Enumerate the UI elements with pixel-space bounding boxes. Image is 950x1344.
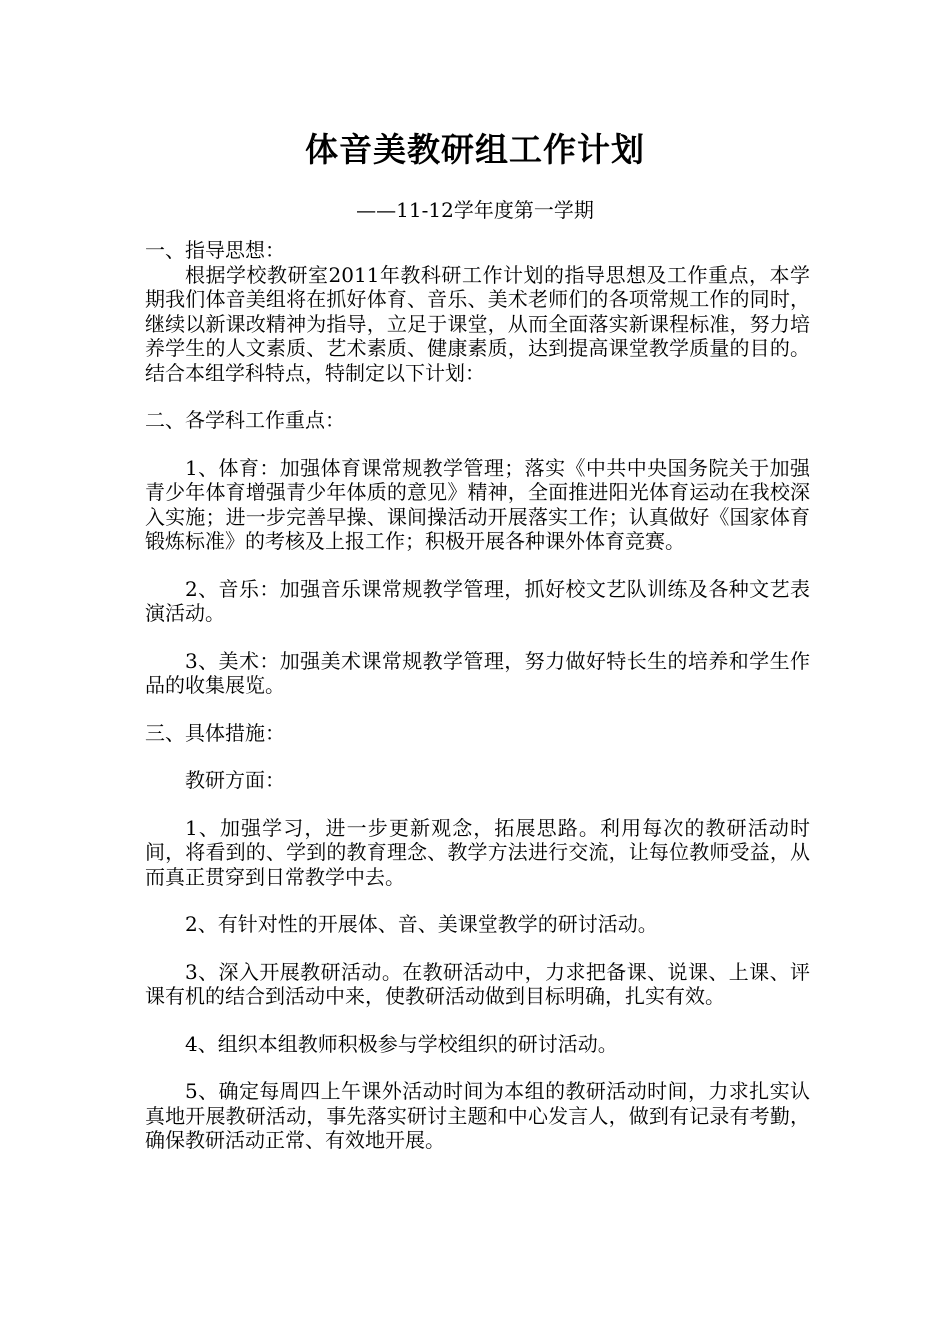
measure-item-3: 3、深入开展教研活动。在教研活动中，力求把备课、说课、上课、评课有机的结合到活动中来，使教研活动做到目标明确，扎实有效。 xyxy=(145,959,810,1008)
paragraph-music: 2、音乐：加强音乐课常规教学管理，抓好校文艺队训练及各种文艺表演活动。 xyxy=(145,576,810,625)
section-heading-subject-focus: 二、各学科工作重点： xyxy=(145,408,345,432)
measure-item-2: 2、有针对性的开展体、音、美课堂教学的研讨活动。 xyxy=(185,912,658,936)
document-subtitle: ——11-12学年度第一学期 xyxy=(356,198,594,222)
document-body xyxy=(145,238,810,1153)
paragraph-pe: 1、体育：加强体育课常规教学管理；落实《中共中央国务院关于加强青少年体育增强青少年体质的意见》精神，全面推进阳光体育运动在我校深入实施；进一步完善早操、课间操活动开展落实工作；认真做好《国家体育锻炼标准》的考核及上报工作；积极开展各种课外体育竞赛。 xyxy=(145,455,810,553)
document-title: 体音美教研组工作计划 xyxy=(305,130,645,169)
measure-item-1: 1、加强学习，进一步更新观念，拓展思路。利用每次的教研活动时间，将看到的、学到的教育理念、教学方法进行交流，让每位教师受益，从而真正贯穿到日常教学中去。 xyxy=(145,815,810,889)
paragraph-guiding-ideology: 根据学校教研室2011年教科研工作计划的指导思想及工作重点，本学期我们体音美组将在抓好体育、音乐、美术老师们的各项常规工作的同时，继续以新课改精神为指导，立足于课堂，从而全面落实新课程标准，努力培养学生的人文素质、艺术素质、健康素质，达到提高课堂教学质量的目的。结合本组学科特点，特制定以下计划： xyxy=(145,262,810,385)
measure-item-5: 5、确定每周四上午课外活动时间为本组的教研活动时间，力求扎实认真地开展教研活动，事先落实研讨主题和中心发言人，做到有记录有考勤，确保教研活动正常、有效地开展。 xyxy=(145,1079,810,1152)
section-heading-measures: 三、具体措施： xyxy=(145,720,285,745)
measure-item-4: 4、组织本组教师积极参与学校组织的研讨活动。 xyxy=(185,1031,618,1056)
subheading-teaching-research: 教研方面： xyxy=(185,768,285,792)
paragraph-art: 3、美术：加强美术课常规教学管理，努力做好特长生的培养和学生作品的收集展览。 xyxy=(145,648,810,697)
section-heading-guiding-ideology: 一、指导思想： xyxy=(145,238,285,262)
